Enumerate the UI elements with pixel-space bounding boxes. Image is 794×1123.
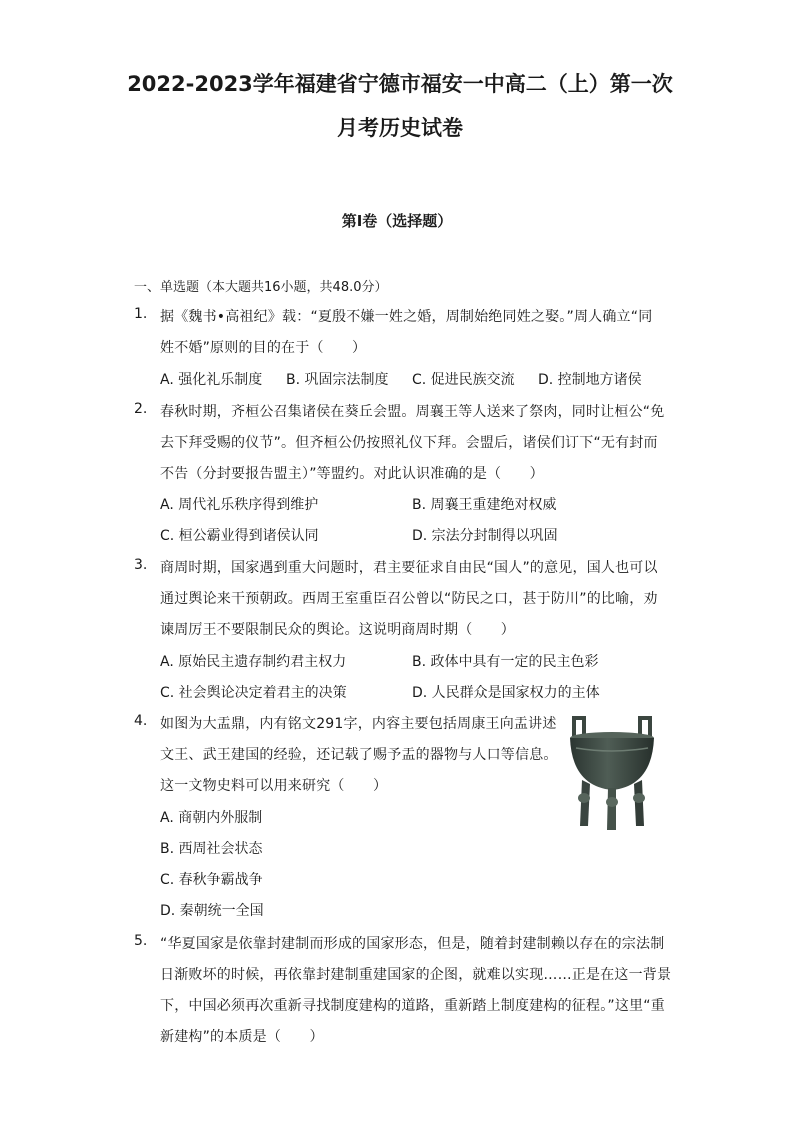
- question-text-line: 如图为大盂鼎，内有铭文291字，内容主要包括周康王向盂讲述: [160, 716, 557, 732]
- option-d: D. 人民群众是国家权力的主体: [412, 685, 600, 701]
- option-a: A. 商朝内外服制: [160, 810, 263, 826]
- section-heading: 一、单选题（本大题共16小题，共48.0分）: [134, 280, 388, 295]
- option-b: B. 政体中具有一定的民主色彩: [412, 654, 599, 670]
- option-b: B. 周襄王重建绝对权威: [412, 497, 557, 513]
- option-d: D. 宗法分封制得以巩固: [412, 528, 558, 544]
- question-number: 3.: [134, 557, 148, 573]
- option-b: B. 西周社会状态: [160, 841, 263, 857]
- option-a: A. 强化礼乐制度: [160, 372, 263, 388]
- volume-title: 第I卷（选择题）: [341, 212, 453, 230]
- question-text-line: “华夏国家是依靠封建制而形成的国家形态，但是，随着封建制赖以存在的宗法制: [160, 936, 665, 952]
- option-c: C. 社会舆论决定着君主的决策: [160, 685, 347, 701]
- option-b: B. 巩固宗法制度: [286, 372, 389, 388]
- option-a: A. 原始民主遗存制约君主权力: [160, 654, 347, 670]
- question-text-line: 不告（分封要报告盟主）”等盟约。对此认识准确的是（ ）: [160, 466, 544, 482]
- question-text-line: 商周时期，国家遇到重大问题时，君主要征求自由民“国人”的意见，国人也可以: [160, 560, 658, 576]
- option-d: D. 秦朝统一全国: [160, 903, 264, 919]
- question-text-line: 新建构”的本质是（ ）: [160, 1029, 324, 1045]
- question-number: 1.: [134, 306, 148, 322]
- question-text-line: 下，中国必须再次重新寻找制度建构的道路，重新踏上制度建构的征程。”这里“重: [160, 998, 665, 1014]
- question-number: 2.: [134, 401, 148, 417]
- question-text-line: 春秋时期，齐桓公召集诸侯在葵丘会盟。周襄王等人送来了祭肉，同时让桓公“免: [160, 404, 665, 420]
- question-number: 5.: [134, 933, 148, 949]
- option-c: C. 春秋争霸战争: [160, 872, 263, 888]
- option-d: D. 控制地方诸侯: [538, 372, 642, 388]
- question-text-line: 据《魏书•高祖纪》载：“夏殷不嫌一姓之婚，周制始绝同姓之娶。”周人确立“同: [160, 309, 653, 325]
- question-text-line: 通过舆论来干预朝政。西周王室重臣召公曾以“防民之口，甚于防川”的比喻，劝: [160, 591, 658, 607]
- bronze-ding-image: [566, 714, 658, 834]
- question-text-line: 这一文物史料可以用来研究（ ）: [160, 778, 388, 794]
- question-text-line: 文王、武王建国的经验，还记载了赐予盂的器物与人口等信息。: [160, 747, 558, 763]
- exam-title-line2: 月考历史试卷: [337, 116, 463, 140]
- question-text-line: 日渐败坏的时候，再依靠封建制重建国家的企图，就难以实现……正是在这一背景: [160, 967, 672, 983]
- question-text-line: 谏周厉王不要限制民众的舆论。这说明商周时期（ ）: [160, 622, 515, 638]
- question-text-line: 去下拜受赐的仪节”。但齐桓公仍按照礼仪下拜。会盟后，诸侯们订下“无有封而: [160, 435, 658, 451]
- option-c: C. 桓公霸业得到诸侯认同: [160, 528, 319, 544]
- question-text-line: 姓不婚”原则的目的在于（ ）: [160, 340, 367, 356]
- option-a: A. 周代礼乐秩序得到维护: [160, 497, 319, 513]
- question-number: 4.: [134, 713, 148, 729]
- exam-title-line1: 2022-2023学年福建省宁德市福安一中高二（上）第一次: [127, 72, 673, 96]
- option-c: C. 促进民族交流: [412, 372, 515, 388]
